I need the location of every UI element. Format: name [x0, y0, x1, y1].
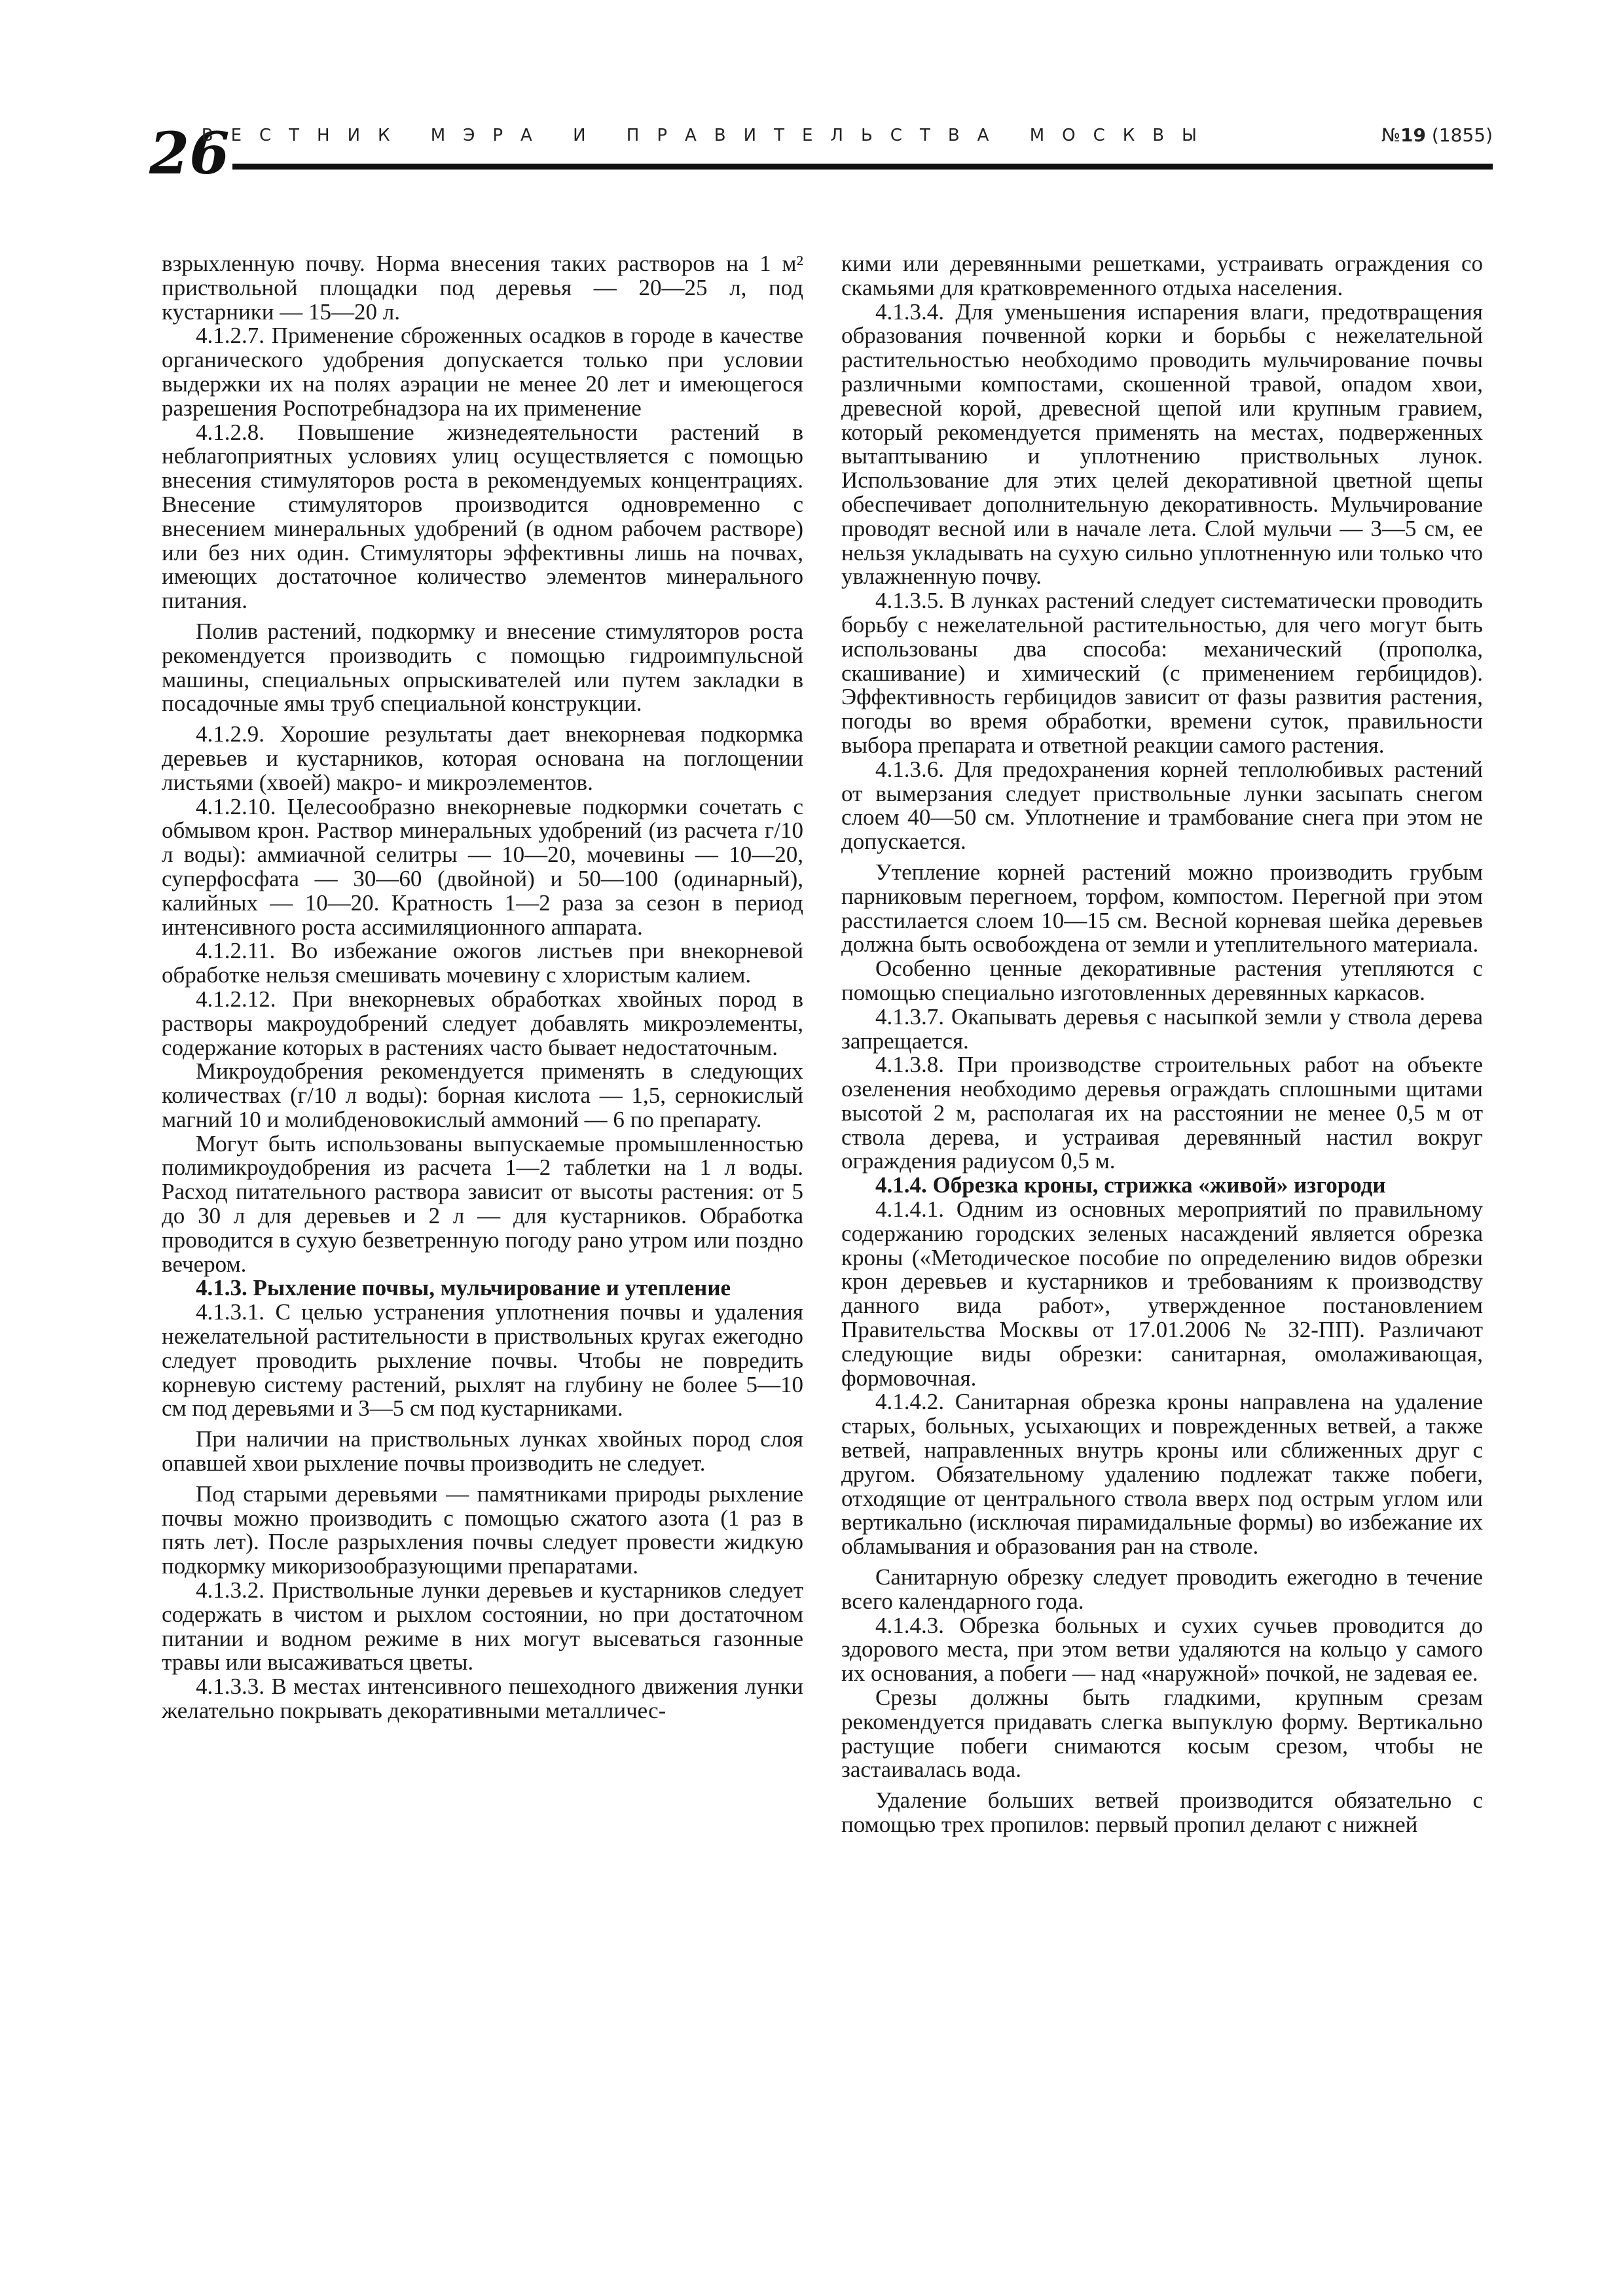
paragraph: 4.1.3.4. Для уменьшения испарения влаги, предотвращения образования почвенной корки и борьбы с нежелательной растительностью необходимо проводить мульчирование почвы различными компостами, скошенной травой, опадом хвои, древесной корой, древесной щепой или крупным гравием, который рекомендуется применять на местах, подверженных вытаптыванию и уплотнению приствольных лунок. Использование для этих целей декоративной цветной щепы обеспечивает дополнительную декоративность. Мульчирование проводят весной или в начале лета. Слой мульчи — 3—5 см, ее нельзя укладывать на сухую сильно уплотненную или только что увлажненную почву. [841, 298, 1483, 590]
paragraph: 4.1.2.7. Применение сброженных осадков в городе в качестве органического удобрения допускается только при условии выдержки их на полях аэрации не менее 20 лет и имеющегося разрешения Роспотребнадзора на их применение [162, 323, 803, 421]
paragraph: 4.1.2.12. При внекорневых обработках хвойных пород в растворы макроудобрений следует добавлять микроэлементы, содержание которых в растениях часто бывает недостаточным. [162, 986, 803, 1060]
paragraph: Микроудобрения рекомендуется применять в следующих количествах (г/10 л воды): борная кислота — 1,5, сернокислый магний 10 и молибденовокислый аммоний — 6 по препарату. [162, 1058, 803, 1132]
paragraph: Утепление корней растений можно производить грубым парниковым перегноем, торфом, компостом. Перегной при этом расстилается слоем 10—15 см. Весной корневая шейка деревьев должна быть освобождена от земли и утеплительного материала. [841, 859, 1483, 958]
paragraph: 4.1.3.2. Приствольные лунки деревьев и кустарников следует содержать в чистом и рыхлом состоянии, но при достаточном питании и водном режиме в них могут высеваться газонные травы или высаживаться цветы. [162, 1577, 803, 1676]
paragraph: Срезы должны быть гладкими, крупным срезам рекомендуется придавать слегка выпуклую форму. Вертикально растущие побеги снимаются косым срезом, чтобы не застаивалась вода. [841, 1685, 1483, 1783]
issue-total: (1855) [1431, 124, 1493, 146]
paragraph: 4.1.4.3. Обрезка больных и сухих сучьев проводится до здорового места, при этом ветви удаляются на кольцо у самого их основания, а побеги — над «наружной» почкой, не задевая ее. [841, 1612, 1483, 1687]
page-number: 26 [149, 119, 230, 187]
left-column [162, 252, 803, 1723]
issue-prefix: № [1381, 124, 1401, 146]
paragraph: 4.1.2.11. Во избежание ожогов листьев при внекорневой обработке нельзя смешивать мочевину с хлористым калием. [162, 938, 803, 988]
paragraph: 4.1.3.6. Для предохранения корней теплолюбивых растений от вымерзания следует приствольные лунки засыпать снегом слоем 40—50 см. Уплотнение и трамбование снега при этом не допускается. [841, 756, 1483, 855]
paragraph: Санитарную обрезку следует проводить ежегодно в течение всего календарного года. [841, 1564, 1483, 1614]
paragraph: При наличии на приствольных лунках хвойных пород слоя опавшей хвои рыхление почвы производить не следует. [162, 1426, 803, 1477]
paragraph: 4.1.2.8. Повышение жизнедеятельности растений в неблагоприятных условиях улиц осуществляется с помощью внесения стимуляторов роста в рекомендуемых концентрациях. Внесение стимуляторов производится одновременно с внесением минеральных удобрений (в одном рабочем растворе) или без них один. Стимуляторы эффективны лишь на почвах, имеющих достаточное количество элементов минерального питания. [162, 419, 803, 614]
section-heading: 4.1.4. Обрезка кроны, стрижка «живой» изгороди [875, 1172, 1386, 1198]
paragraph: 4.1.4.1. Одним из основных мероприятий по правильному содержанию городских зеленых насаждений является обрезка кроны («Методическое пособие по определению видов обрезки крон деревьев и кустарников и требованиям к производству данного вида работ», утвержденное постановлением Правительства Москвы от 17.01.2006 № 32-ПП). Различают следующие виды обрезки: санитарная, омолаживающая, формовочная. [841, 1196, 1483, 1391]
paragraph: взрыхленную почву. Норма внесения таких растворов на 1 м² приствольной площадки под деревья — 20—25 л, под кустарники — 15—20 л. [162, 251, 803, 325]
header-rule [232, 164, 1493, 170]
paragraph: 4.1.4.2. Санитарная обрезка кроны направлена на удаление старых, больных, усыхающих и поврежденных ветвей, а также ветвей, направленных внутрь кроны или сближенных друг с другом. Обязательному удалению подлежат также побеги, отходящие от центрального ствола вверх под острым углом или вертикально (исключая пирамидальные формы) во избежание их обламывания и образования ран на стволе. [841, 1389, 1483, 1560]
paragraph: Под старыми деревьями — памятниками природы рыхление почвы можно производить с помощью сжатого азота (1 раз в пять лет). После разрыхления почвы следует провести жидкую подкормку микоризообразующими препаратами. [162, 1480, 803, 1579]
paragraph: Особенно ценные декоративные растения утепляются с помощью специально изготовленных деревянных каркасов. [841, 956, 1483, 1005]
paragraph: 4.1.2.9. Хорошие результаты дает внекорневая подкормка деревьев и кустарников, которая основана на поглощении листьями (хвоей) макро- и микроэлементов. [162, 721, 803, 795]
paragraph: Могут быть использованы выпускаемые промышленностью полимикроудобрения из расчета 1—2 таблетки на 1 л воды. Расход питательного раствора зависит от высоты растения: от 5 до 30 л для деревьев и 2 л — для кустарников. Обработка проводится в сухую безветренную погоду рано утром или поздно вечером. [162, 1130, 803, 1277]
paragraph: 4.1.3.7. Окапывать деревья с насыпкой земли у ствола дерева запрещается. [841, 1003, 1483, 1054]
paragraph: 4.1.3.3. В местах интенсивного пешеходного движения лунки желательно покрывать декоративными металличес- [162, 1674, 803, 1724]
paragraph: Полив растений, подкормку и внесение стимуляторов роста рекомендуется производить с помощью гидроимпульсной машины, специальных опрыскивателей или путем закладки в посадочные ямы труб специальной конструкции. [162, 618, 803, 717]
right-column [841, 252, 1483, 1837]
paragraph: 4.1.3.8. При производстве строительных работ на объекте озеленения необходимо деревья ограждать сплошными щитами высотой 2 м, располагая их на расстоянии не менее 0,5 м от ствола дерева, и устраивая деревянный настил вокруг ограждения радиусом 0,5 м. [841, 1052, 1483, 1174]
journal-title: ВЕСТНИК МЭРА И ПРАВИТЕЛЬСТВА МОСКВЫ [201, 126, 1214, 145]
issue-number-value: 19 [1400, 124, 1426, 146]
paragraph: 4.1.3.5. В лунках растений следует систематически проводить борьбу с нежелательной растительностью, для чего могут быть использованы два способа: механический (прополка, скашивание) и химический (с применением гербицидов). Эффективность гербицидов зависит от фазы развития растения, погоды во время обработки, времени суток, правильности выбора препарата и ответной реакции самого растения. [841, 588, 1483, 758]
issue-number [1381, 126, 1493, 145]
paragraph: 4.1.3.1. С целью устранения уплотнения почвы и удаления нежелательной растительности в приствольных кругах ежегодно следует проводить рыхление почвы. Чтобы не повредить корневую систему растений, рыхлят на глубину не более 5—10 см под деревьями и 3—5 см под кустарниками. [162, 1299, 803, 1422]
paragraph: кими или деревянными решетками, устраивать ограждения со скамьями для кратковременного отдыха населения. [841, 251, 1483, 300]
paragraph: 4.1.2.10. Целесообразно внекорневые подкормки сочетать с обмывом крон. Раствор минеральных удобрений (из расчета г/10 л воды): аммиачной селитры — 10—20, мочевины — 10—20, суперфосфата — 30—60 (двойной) и 50—100 (одинарный), калийных — 10—20. Кратность 1—2 раза за сезон в период интенсивного роста ассимиляционного аппарата. [162, 793, 803, 940]
section-heading: 4.1.3. Рыхление почвы, мульчирование и утепление [196, 1275, 731, 1301]
paragraph: Удаление больших ветвей производится обязательно с помощью трех пропилов: первый пропил делают с нижней [841, 1787, 1483, 1837]
page-header [144, 111, 1493, 196]
